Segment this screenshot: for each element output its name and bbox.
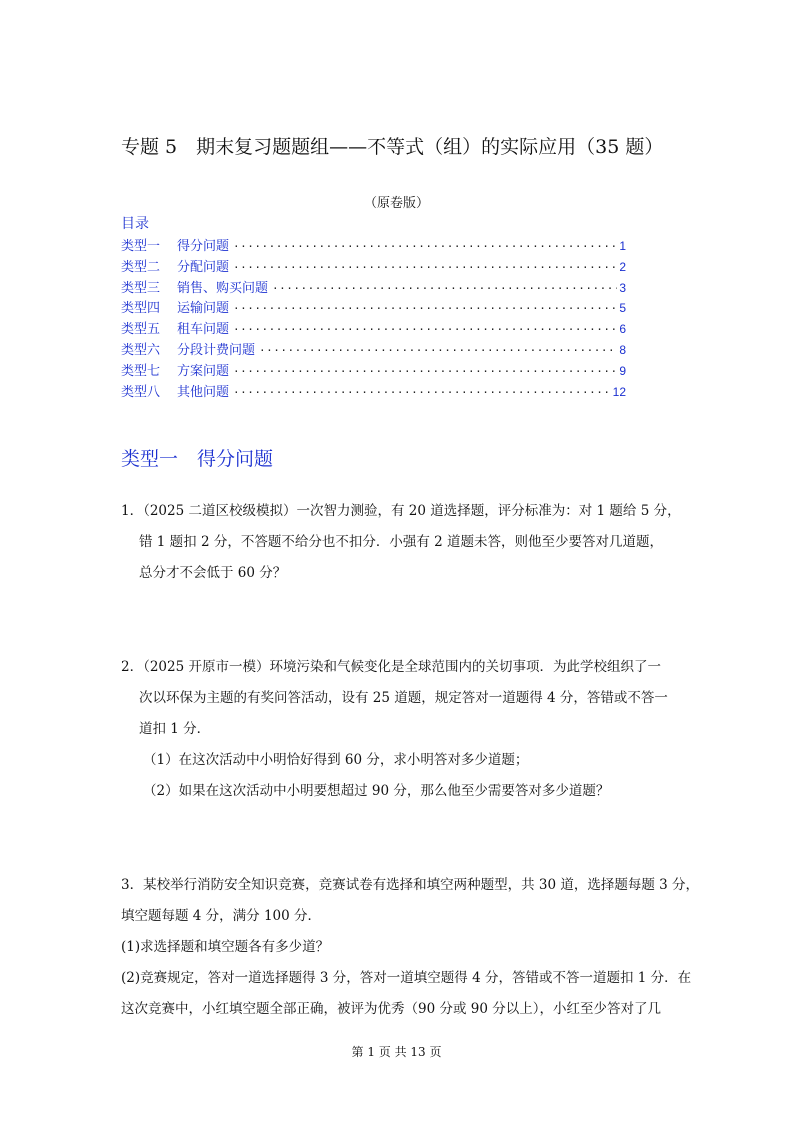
question-3 (121, 870, 700, 1025)
question-2-part-1: （1）在这次活动中小明恰好得到 60 分，求小明答对多少道题； (143, 752, 529, 768)
toc-entry[interactable] (121, 235, 626, 256)
toc-label: 租车问题 (177, 322, 230, 338)
toc-leader-dots (233, 365, 617, 378)
question-3-line: 填空题每题 4 分，满分 100 分． (121, 908, 322, 924)
section-heading: 类型一 得分问题 (121, 448, 274, 470)
toc-type-number: 类型三 (121, 280, 161, 296)
toc-type-number: 类型八 (121, 384, 161, 400)
document-title: 专题 5 期末复习题题组——不等式（组）的实际应用（35 题） (121, 136, 664, 158)
toc-heading[interactable]: 目录 (121, 216, 149, 232)
question-2-part-2: （2）如果在这次活动中小明要想超过 90 分，那么他至少需要答对多少道题？ (143, 783, 610, 799)
toc-type-number: 类型二 (121, 259, 161, 275)
toc-leader-dots (233, 386, 611, 399)
question-3-part-1: (1)求选择题和填空题各有多少道？ (121, 939, 330, 955)
document-subtitle: （原卷版） (363, 196, 429, 211)
toc-page-number: 1 (619, 239, 626, 253)
toc-label: 其他问题 (177, 384, 230, 400)
toc-leader-dots (272, 282, 617, 295)
toc-entry[interactable] (121, 360, 626, 381)
question-3-line: 这次竞赛中，小红填空题全部正确，被评为优秀（90 分或 90 分以上），小红至少答对了几 (121, 1001, 661, 1017)
toc-leader-dots (259, 344, 617, 357)
toc-leader-dots (233, 323, 617, 336)
question-1-line: 1．（2025 二道区校级模拟）一次智力测验，有 20 道选择题，评分标准为：对 1 题给 5 分， (121, 503, 681, 519)
toc-label: 得分问题 (177, 239, 230, 254)
toc-leader-dots (233, 240, 617, 253)
question-1-line: 总分才不会低于 60 分？ (139, 565, 287, 581)
toc-page-number: 2 (619, 259, 626, 274)
table-of-contents (121, 235, 626, 401)
toc-type-number: 类型五 (121, 322, 161, 338)
question-1 (121, 496, 681, 589)
toc-leader-dots (233, 302, 617, 315)
toc-page-number: 5 (619, 301, 626, 316)
question-3-line: 3．某校举行消防安全知识竞赛，竞赛试卷有选择和填空两种题型，共 30 道，选择题每题 3 分， (121, 877, 700, 893)
question-1-line: 错 1 题扣 2 分，不答题不给分也不扣分．小强有 2 道题未答，则他至少要答对几道题， (139, 534, 664, 550)
toc-entry[interactable] (121, 297, 626, 318)
toc-label: 方案问题 (177, 363, 230, 379)
toc-entry[interactable] (121, 381, 626, 402)
toc-page-number: 12 (612, 384, 626, 399)
question-2-line: 2．（2025 开原市一模）环境污染和气候变化是全球范围内的关切事项．为此学校组织了一 (121, 659, 661, 675)
toc-type-number: 类型一 (121, 239, 161, 254)
toc-entry[interactable] (121, 277, 626, 298)
question-2-line: 道扣 1 分． (139, 721, 211, 737)
toc-page-number: 6 (619, 322, 626, 337)
toc-type-number: 类型六 (121, 342, 161, 358)
toc-page-number: 3 (619, 280, 626, 295)
toc-label: 销售、购买问题 (177, 280, 269, 296)
toc-page-number: 8 (619, 342, 626, 357)
toc-type-number: 类型七 (121, 363, 161, 379)
toc-page-number: 9 (619, 363, 626, 378)
toc-leader-dots (233, 261, 617, 274)
toc-label: 运输问题 (177, 301, 230, 317)
page-footer: 第 1 页 共 13 页 (351, 1045, 442, 1059)
toc-entry[interactable] (121, 318, 626, 339)
toc-label: 分段计费问题 (177, 342, 256, 358)
toc-label: 分配问题 (177, 259, 230, 275)
question-2 (121, 652, 681, 807)
toc-type-number: 类型四 (121, 301, 161, 317)
toc-entry[interactable] (121, 256, 626, 277)
question-3-part-2: (2)竞赛规定，答对一道选择题得 3 分，答对一道填空题得 4 分，答错或不答一道题扣 1 分．在 (121, 970, 692, 986)
question-2-line: 次以环保为主题的有奖问答活动，设有 25 道题，规定答对一道题得 4 分，答错或不答一 (139, 690, 668, 706)
toc-entry[interactable] (121, 339, 626, 360)
